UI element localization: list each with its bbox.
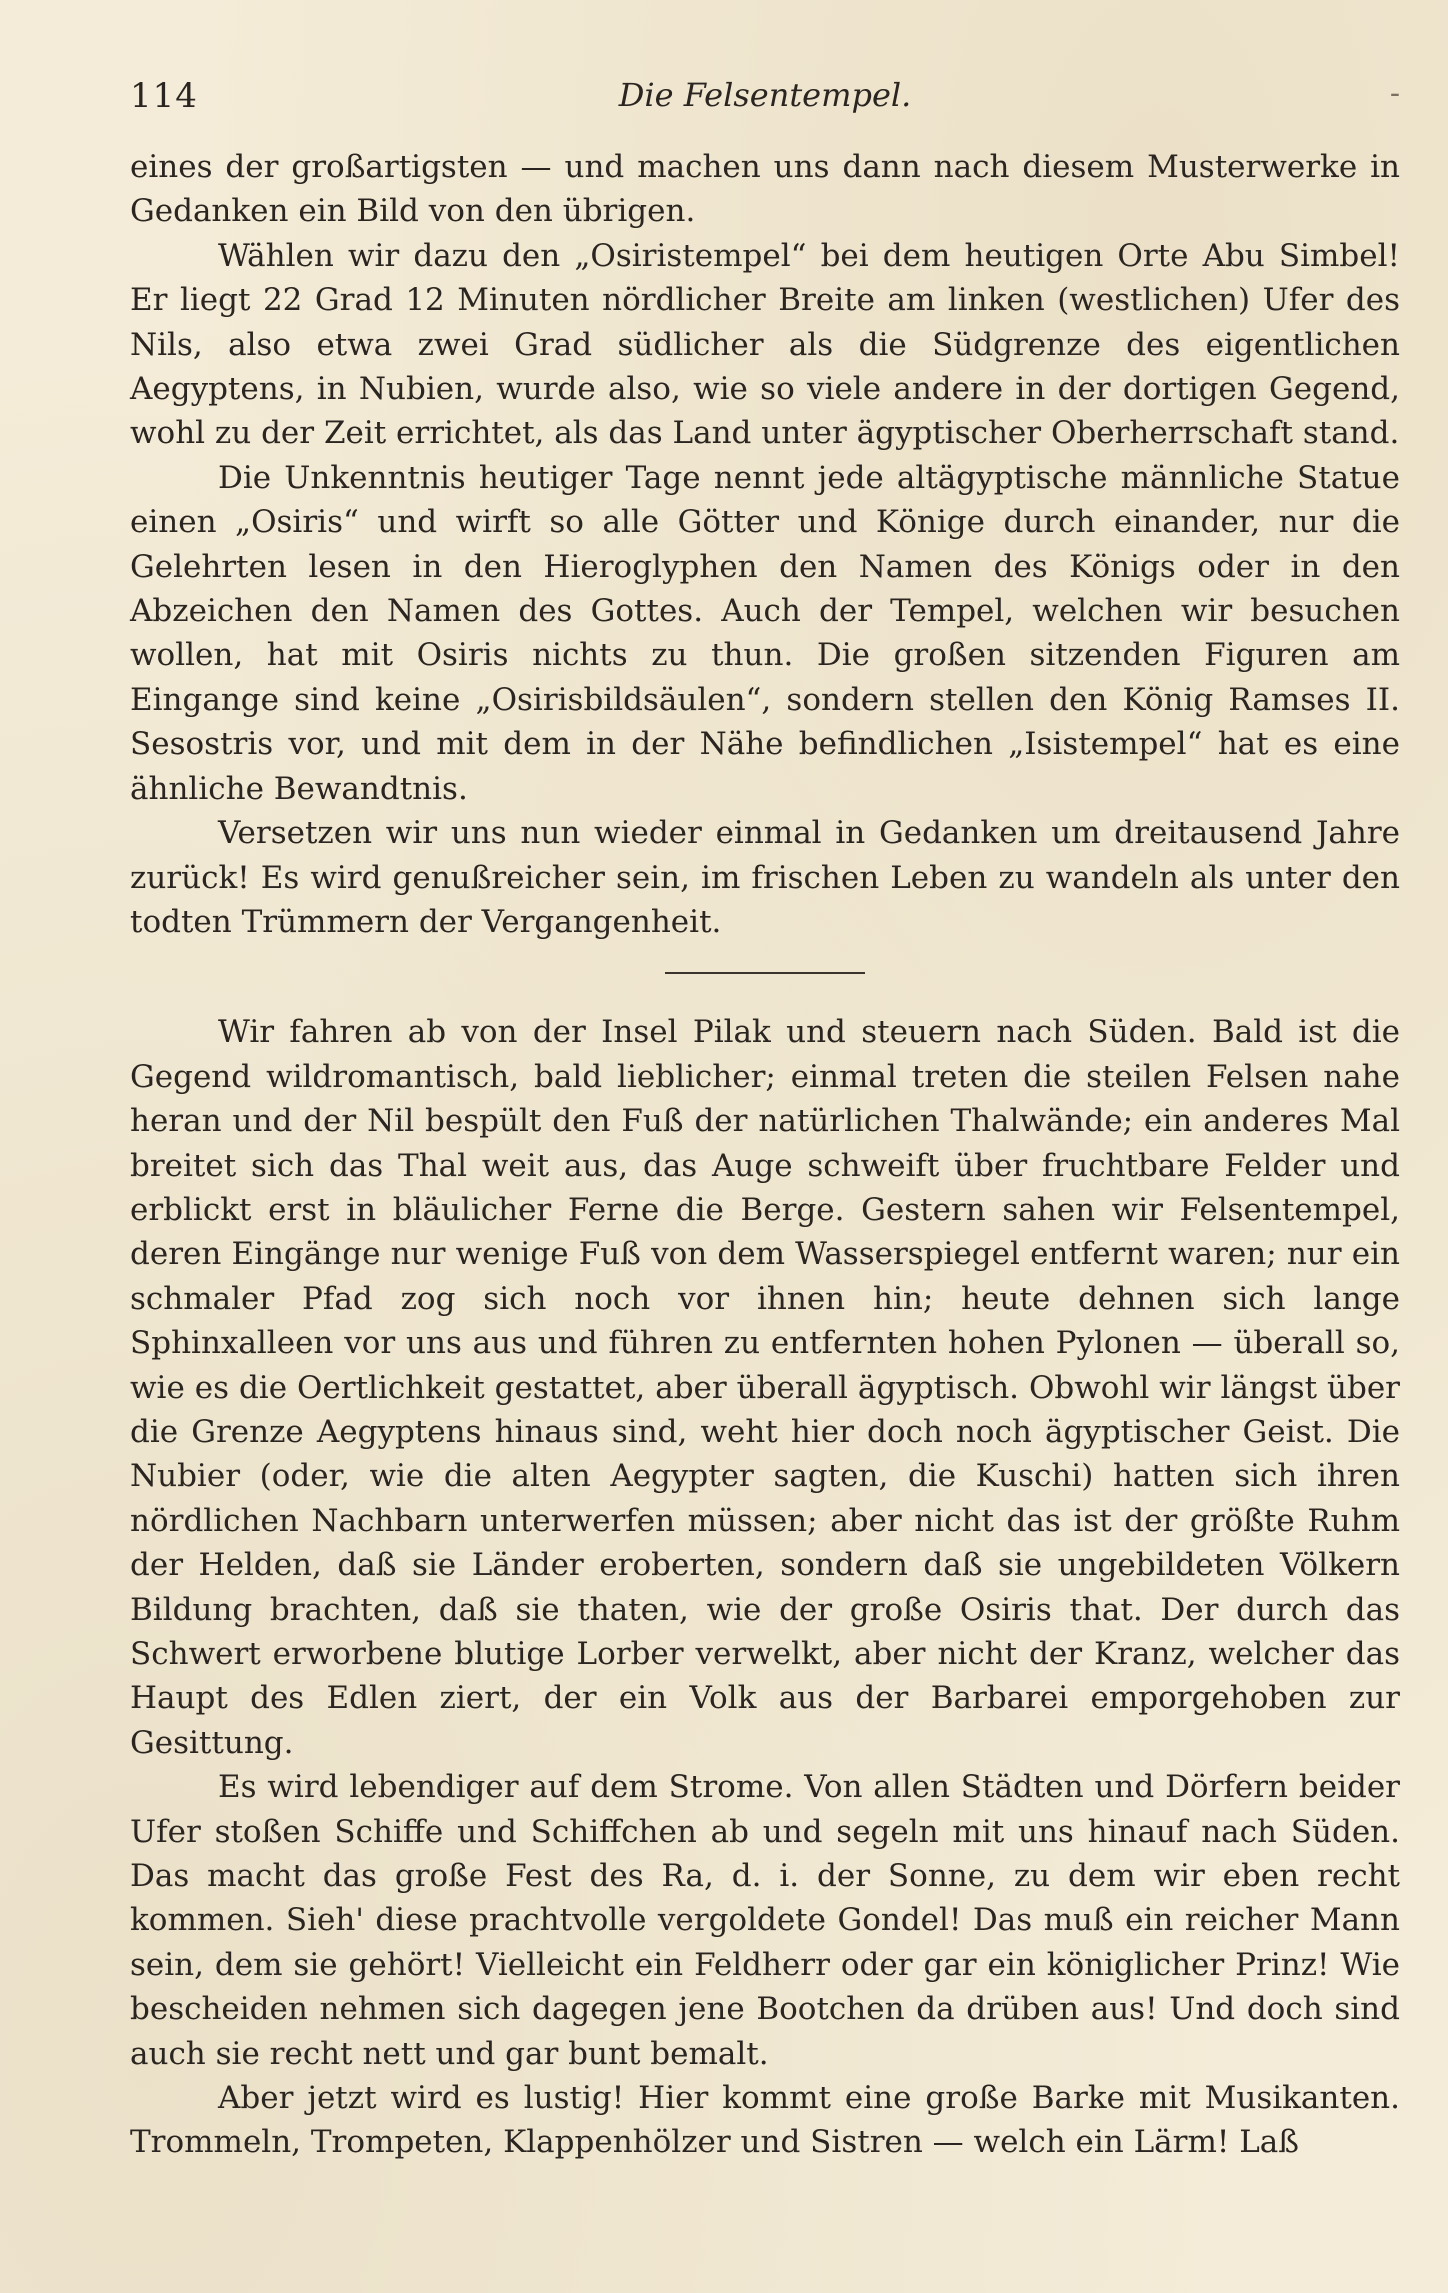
paragraph-abu-simbel: Wählen wir dazu den „Osiristempel“ bei dem heutigen Orte Abu Simbel! Er liegt 22 Grad 12 Minuten nördlicher Breite am linken (westlichen) Ufer des Nils, also etwa zwei Grad südlicher als die Südgrenze des eigentlichen Aegyptens, in Nubien, wurde also, wie so viele andere in der dortigen Gegend, wohl zu der Zeit errichtet, als das Land unter ägyptischer Oberherrschaft stand. [130,237,1400,452]
section-divider [665,972,865,974]
paragraph-osiris-statues: Die Unkenntnis heutiger Tage nennt jede altägyptische männliche Statue einen „Osiris“ und wirft so alle Götter und Könige durch einander, nur die Gelehrten lesen in den Hieroglyphen den Namen des Königs oder in den Abzeichen den Namen des Gottes. Auch der Tempel, welchen wir besuchen wollen, hat mit Osiris nichts zu thun. Die großen sitzenden Figuren am Eingange sind keine „Osirisbildsäulen“, sondern stellen den König Ramses II. Sesostris vor, und mit dem in der Nähe befindlichen „Isistempel“ hat es eine ähnliche Bewandtnis. [130,459,1400,807]
body-text [130,145,1400,2165]
paragraph-continuation: eines der großartigsten — und machen uns dann nach diesem Musterwerke in Gedanken ein Bild von den übrigen. [130,149,1400,230]
header-mark: - [1389,76,1400,111]
page-header [130,76,1400,126]
running-title: Die Felsentempel. [618,76,912,114]
paragraph-musicians-barge: Aber jetzt wird es lustig! Hier kommt eine große Barke mit Musikanten. Trommeln, Trompeten, Klappenhölzer und Sistren — welch ein Lärm! Laß [130,2080,1400,2161]
paragraph-river-festival: Es wird lebendiger auf dem Strome. Von allen Städten und Dörfern beider Ufer stoßen Schiffe und Schiffchen ab und segeln mit uns hinauf nach Süden. Das macht das große Fest des Ra, d. i. der Sonne, zu dem wir eben recht kommen. Sieh' diese prachtvolle vergoldete Gondel! Das muß ein reicher Mann sein, dem sie gehört! Vielleicht ein Feldherr oder gar ein königlicher Prinz! Wie bescheiden nehmen sich dagegen jene Bootchen da drüben aus! Und doch sind auch sie recht nett und gar bunt bemalt. [130,1769,1400,2072]
page-number: 114 [130,76,198,116]
paragraph-voyage-south: Wir fahren ab von der Insel Pilak und steuern nach Süden. Bald ist die Gegend wildromantisch, bald lieblicher; einmal treten die steilen Felsen nahe heran und der Nil bespült den Fuß der natürlichen Thalwände; ein anderes Mal breitet sich das Thal weit aus, das Auge schweift über fruchtbare Felder und erblickt erst in bläulicher Ferne die Berge. Gestern sahen wir Felsentempel, deren Eingänge nur wenige Fuß von dem Wasserspiegel entfernt waren; nur ein schmaler Pfad zog sich noch vor ihnen hin; heute dehnen sich lange Sphinxalleen vor uns aus und führen zu entfernten hohen Pylonen — überall so, wie es die Oertlichkeit gestattet, aber überall ägyptisch. Obwohl wir längst über die Grenze Aegyptens hinaus sind, weht hier doch noch ägyptischer Geist. Die Nubier (oder, wie die alten Aegypter sagten, die Kuschi) hatten sich ihren nördlichen Nachbarn unterwerfen müssen; aber nicht das ist der größte Ruhm der Helden, daß sie Länder eroberten, sondern daß sie ungebildeten Völkern Bildung brachten, daß sie thaten, wie der große Osiris that. Der durch das Schwert erworbene blutige Lorber verwelkt, aber nicht der Kranz, welcher das Haupt des Edlen ziert, der ein Volk aus der Barbarei emporgehoben zur Gesittung. [130,1014,1400,1761]
paragraph-three-thousand-years: Versetzen wir uns nun wieder einmal in Gedanken um dreitausend Jahre zurück! Es wird genußreicher sein, im frischen Leben zu wandeln als unter den todten Trümmern der Vergangenheit. [130,815,1400,940]
